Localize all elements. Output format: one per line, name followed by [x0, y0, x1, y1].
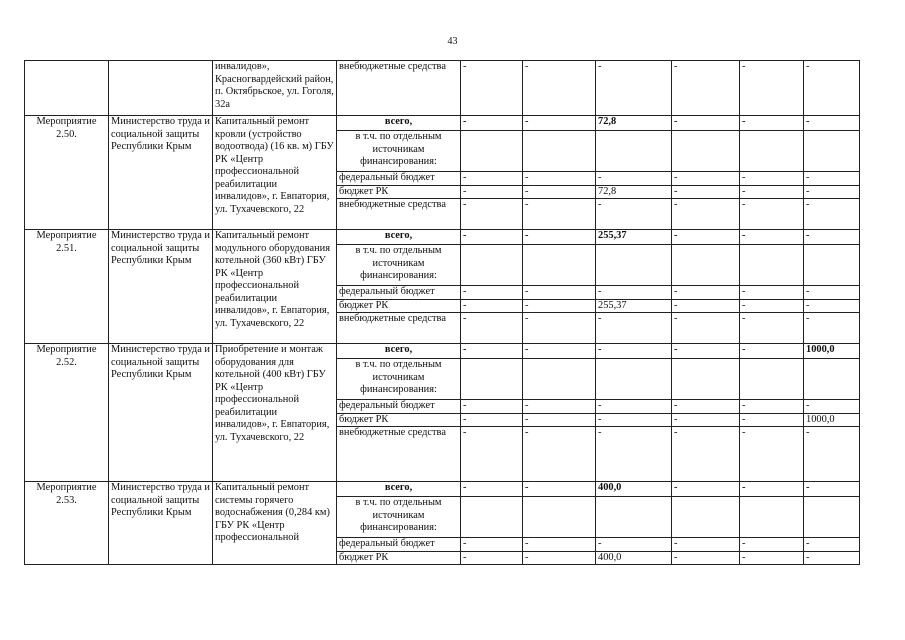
description-cell: Капитальный ремонт модульного оборудования котельной (360 кВт) ГБУ РК «Центр профессиональной реабилитации инвалидов», г. Евпатория, ул. Тухачевского, 22 [213, 230, 337, 344]
value-cell: - [804, 172, 860, 186]
source-including: в т.ч. по отдельным источникам финансирования: [337, 359, 461, 400]
page-number: 43 [447, 36, 458, 47]
value-cell: - [461, 185, 523, 199]
source-including: в т.ч. по отдельным источникам финансирования: [337, 245, 461, 286]
value-cell: - [804, 400, 860, 414]
value-cell: - [523, 400, 596, 414]
value-cell: - [523, 230, 596, 245]
empty-cell [804, 497, 860, 538]
empty-cell [672, 131, 740, 172]
value-cell: - [672, 427, 740, 482]
value-cell: - [672, 344, 740, 359]
description-cell: Капитальный ремонт системы горячего водоснабжения (0,284 км) ГБУ РК «Центр профессиональной [213, 482, 337, 565]
value-cell: - [672, 538, 740, 552]
empty-cell [523, 245, 596, 286]
value-cell: - [596, 286, 672, 300]
empty-cell [523, 131, 596, 172]
value-cell: - [523, 551, 596, 565]
value-cell: - [461, 413, 523, 427]
value-cell: - [461, 482, 523, 497]
value-cell: 400,0 [596, 551, 672, 565]
value-cell: - [461, 286, 523, 300]
value-cell: - [523, 427, 596, 482]
source-regional: бюджет РК [337, 551, 461, 565]
value-cell: - [672, 286, 740, 300]
value-cell: - [804, 551, 860, 565]
value-cell: - [523, 538, 596, 552]
source-federal: федеральный бюджет [337, 172, 461, 186]
value-cell: - [740, 313, 804, 344]
value-cell: - [740, 116, 804, 131]
value-cell: - [672, 61, 740, 116]
value-cell: - [672, 116, 740, 131]
empty-cell [672, 497, 740, 538]
value-cell: - [740, 482, 804, 497]
value-cell: - [461, 61, 523, 116]
empty-cell [596, 359, 672, 400]
empty-cell [461, 359, 523, 400]
value-cell: - [461, 313, 523, 344]
financing-table [24, 60, 860, 565]
value-cell: - [596, 313, 672, 344]
value-cell: - [804, 61, 860, 116]
value-cell: - [804, 116, 860, 131]
source-federal: федеральный бюджет [337, 400, 461, 414]
source-total: всего, [337, 482, 461, 497]
value-cell: - [461, 299, 523, 313]
value-cell: - [596, 344, 672, 359]
value-cell: - [804, 538, 860, 552]
value-cell: - [804, 427, 860, 482]
value-cell: - [523, 286, 596, 300]
value-cell: - [672, 551, 740, 565]
value-cell: - [596, 61, 672, 116]
value-cell: - [523, 299, 596, 313]
executor-cell: Министерство труда и социальной защиты Республики Крым [109, 344, 213, 482]
table-row [25, 230, 860, 245]
value-cell: - [596, 413, 672, 427]
value-cell: - [523, 185, 596, 199]
value-cell: - [672, 299, 740, 313]
value-cell: - [740, 185, 804, 199]
value-cell: - [596, 400, 672, 414]
source-total: всего, [337, 230, 461, 245]
value-cell: - [740, 427, 804, 482]
value-cell: 255,37 [596, 299, 672, 313]
value-cell: - [461, 199, 523, 230]
value-cell: - [804, 313, 860, 344]
measure-id: Мероприятие 2.51. [25, 230, 109, 344]
source-total: всего, [337, 116, 461, 131]
source-regional: бюджет РК [337, 413, 461, 427]
source-federal: федеральный бюджет [337, 538, 461, 552]
value-cell: - [740, 199, 804, 230]
value-cell: - [672, 230, 740, 245]
empty-cell [461, 497, 523, 538]
value-cell: - [740, 172, 804, 186]
empty-cell [596, 497, 672, 538]
value-cell: - [461, 116, 523, 131]
value-cell: - [740, 230, 804, 245]
value-cell: - [672, 172, 740, 186]
value-cell: - [461, 400, 523, 414]
value-cell: - [672, 413, 740, 427]
measure-id: Мероприятие 2.50. [25, 116, 109, 230]
value-cell: 72,8 [596, 116, 672, 131]
executor-cell: Министерство труда и социальной защиты Республики Крым [109, 230, 213, 344]
table-row [25, 482, 860, 497]
value-cell: - [523, 344, 596, 359]
table-row [25, 344, 860, 359]
source-extrabudget: внебюджетные средства [337, 313, 461, 344]
empty-cell [109, 61, 213, 116]
value-cell: - [672, 313, 740, 344]
measure-id: Мероприятие 2.52. [25, 344, 109, 482]
source-extrabudget: внебюджетные средства [337, 199, 461, 230]
value-cell: - [523, 199, 596, 230]
value-cell: - [804, 299, 860, 313]
measure-id: Мероприятие 2.53. [25, 482, 109, 565]
value-cell: 400,0 [596, 482, 672, 497]
value-cell: - [740, 344, 804, 359]
empty-cell [596, 245, 672, 286]
source-regional: бюджет РК [337, 299, 461, 313]
value-cell: - [740, 286, 804, 300]
empty-cell [672, 245, 740, 286]
description-cell: Капитальный ремонт кровли (устройство водоотвода) (16 кв. м) ГБУ РК «Центр профессиональной реабилитации инвалидов», г. Евпатория, ул. Тухачевского, 22 [213, 116, 337, 230]
value-cell: - [596, 538, 672, 552]
source-regional: бюджет РК [337, 185, 461, 199]
value-cell: - [461, 538, 523, 552]
value-cell: - [523, 313, 596, 344]
value-cell: - [523, 116, 596, 131]
source-cell: внебюджетные средства [337, 61, 461, 116]
value-cell: - [804, 482, 860, 497]
empty-cell [740, 359, 804, 400]
empty-cell [523, 497, 596, 538]
value-cell: - [804, 230, 860, 245]
value-cell: - [740, 299, 804, 313]
value-cell: 1000,0 [804, 344, 860, 359]
value-cell: - [523, 61, 596, 116]
value-cell: - [672, 199, 740, 230]
empty-cell [804, 131, 860, 172]
value-cell: - [740, 61, 804, 116]
empty-cell [596, 131, 672, 172]
executor-cell: Министерство труда и социальной защиты Республики Крым [109, 116, 213, 230]
source-federal: федеральный бюджет [337, 286, 461, 300]
value-cell: - [804, 199, 860, 230]
empty-cell [25, 61, 109, 116]
source-extrabudget: внебюджетные средства [337, 427, 461, 482]
empty-cell [672, 359, 740, 400]
value-cell: - [461, 551, 523, 565]
value-cell: - [461, 427, 523, 482]
source-total: всего, [337, 344, 461, 359]
value-cell: - [596, 427, 672, 482]
executor-cell: Министерство труда и социальной защиты Республики Крым [109, 482, 213, 565]
value-cell: - [672, 400, 740, 414]
source-including: в т.ч. по отдельным источникам финансирования: [337, 131, 461, 172]
value-cell: 72,8 [596, 185, 672, 199]
value-cell: - [596, 199, 672, 230]
value-cell: - [804, 286, 860, 300]
value-cell: - [461, 230, 523, 245]
value-cell: - [740, 551, 804, 565]
table-row [25, 61, 860, 116]
value-cell: - [523, 413, 596, 427]
empty-cell [461, 131, 523, 172]
value-cell: - [804, 185, 860, 199]
empty-cell [740, 131, 804, 172]
empty-cell [740, 497, 804, 538]
description-cell: инвалидов», Красногвардейский район, п. Октябрьское, ул. Гоголя, 32а [213, 61, 337, 116]
table-row [25, 116, 860, 131]
value-cell: 1000,0 [804, 413, 860, 427]
empty-cell [740, 245, 804, 286]
empty-cell [523, 359, 596, 400]
value-cell: - [596, 172, 672, 186]
value-cell: - [740, 413, 804, 427]
empty-cell [804, 245, 860, 286]
value-cell: 255,37 [596, 230, 672, 245]
value-cell: - [461, 344, 523, 359]
value-cell: - [672, 185, 740, 199]
value-cell: - [523, 482, 596, 497]
value-cell: - [740, 538, 804, 552]
value-cell: - [740, 400, 804, 414]
empty-cell [461, 245, 523, 286]
description-cell: Приобретение и монтаж оборудования для котельной (400 кВт) ГБУ РК «Центр профессиональной реабилитации инвалидов», г. Евпатория, ул. Тухачевского, 22 [213, 344, 337, 482]
value-cell: - [523, 172, 596, 186]
empty-cell [804, 359, 860, 400]
source-including: в т.ч. по отдельным источникам финансирования: [337, 497, 461, 538]
value-cell: - [461, 172, 523, 186]
value-cell: - [672, 482, 740, 497]
